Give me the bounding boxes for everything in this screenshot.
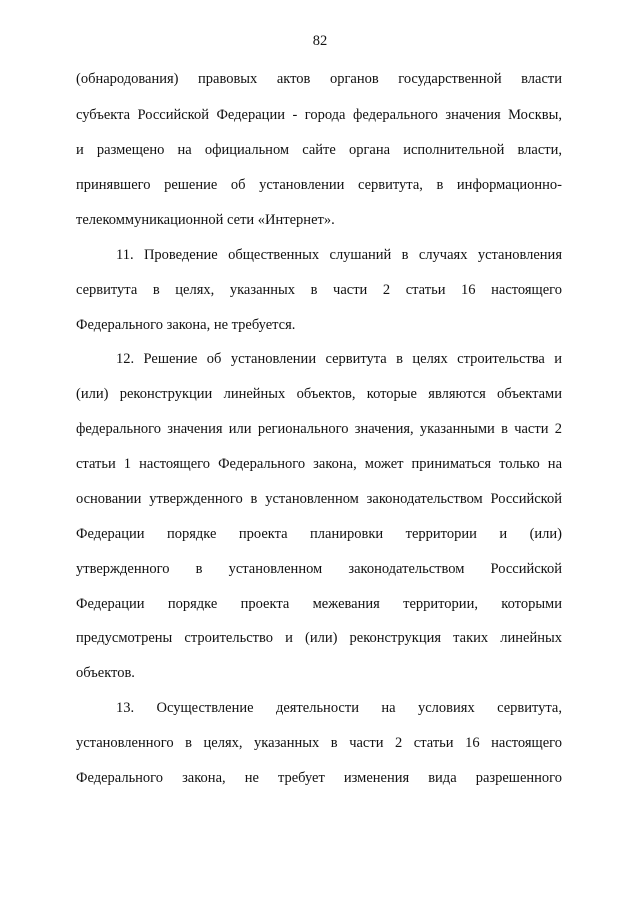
text-line: основании утвержденного в установленном законодательством Российской <box>76 491 562 507</box>
page-number: 82 <box>312 33 328 49</box>
paragraph-12-start: 12. Решение об установлении сервитута в целях строительства и <box>116 351 562 367</box>
text-line: и размещено на официальном сайте органа исполнительной власти, <box>76 142 562 158</box>
text-line: Федерального закона, не требует изменения вида разрешенного <box>76 770 562 786</box>
text-line: федерального значения или регионального значения, указанными в части 2 <box>76 421 562 437</box>
text-line: телекоммуникационной сети «Интернет». <box>76 212 335 228</box>
text-line: принявшего решение об установлении сервитута, в информационно- <box>76 177 562 193</box>
text-line: установленного в целях, указанных в части 2 статьи 16 настоящего <box>76 735 562 751</box>
text-line: утвержденного в установленном законодательством Российской <box>76 561 562 577</box>
text-line: Федерации порядке проекта планировки территории и (или) <box>76 526 562 542</box>
text-line: (обнародования) правовых актов органов государственной власти <box>76 71 562 87</box>
text-line: сервитута в целях, указанных в части 2 статьи 16 настоящего <box>76 282 562 298</box>
text-line: объектов. <box>76 665 135 681</box>
text-line: предусмотрены строительство и (или) реконструкция таких линейных <box>76 630 562 646</box>
paragraph-13-start: 13. Осуществление деятельности на условиях сервитута, <box>116 700 562 716</box>
text-line: Федерального закона, не требуется. <box>76 317 296 333</box>
text-line: Федерации порядке проекта межевания территории, которыми <box>76 596 562 612</box>
text-line: (или) реконструкции линейных объектов, которые являются объектами <box>76 386 562 402</box>
text-line: статьи 1 настоящего Федерального закона, может приниматься только на <box>76 456 562 472</box>
text-line: субъекта Российской Федерации - города федерального значения Москвы, <box>76 107 562 123</box>
paragraph-11-start: 11. Проведение общественных слушаний в случаях установления <box>116 247 562 263</box>
